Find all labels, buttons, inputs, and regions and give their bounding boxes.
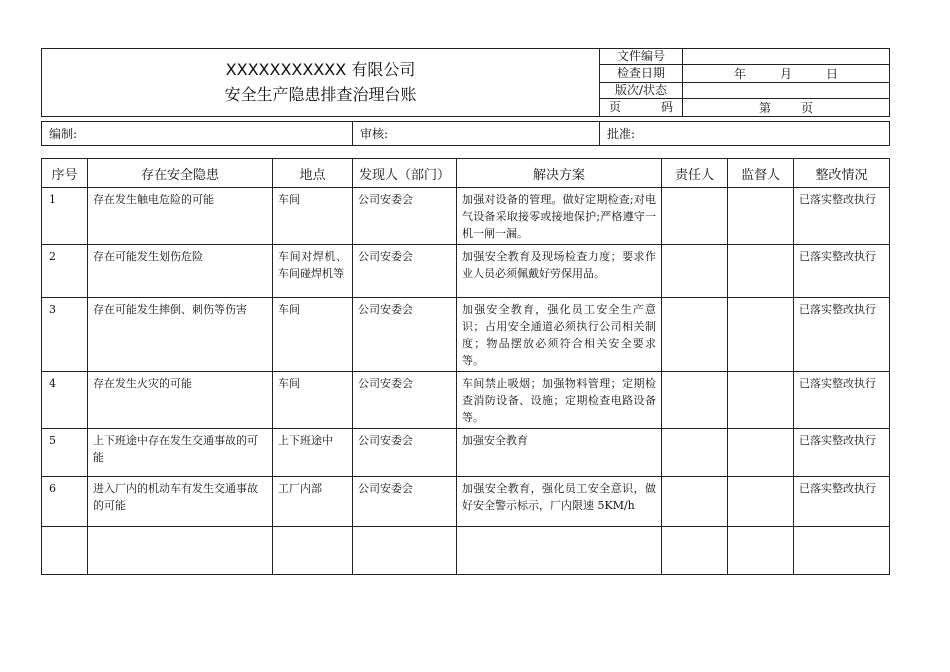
row-solution: 加强安全教育及现场检查力度；要求作业人员必须佩戴好劳保用品。 — [457, 245, 662, 298]
col-header-finder: 发现人（部门） — [353, 159, 457, 188]
col-header-no: 序号 — [42, 159, 88, 188]
page-value-prefix: 第 — [758, 101, 771, 115]
date-year-unit: 年 — [733, 67, 746, 81]
row-no: 1 — [42, 188, 88, 245]
row-place: 车间 — [273, 372, 353, 429]
title-cell — [42, 49, 600, 117]
row-owner[interactable] — [662, 298, 728, 372]
col-header-supervisor: 监督人 — [728, 159, 794, 188]
row-supervisor[interactable] — [728, 429, 794, 477]
row-hazard: 上下班途中存在发生交通事故的可能 — [88, 429, 273, 477]
row-solution: 加强对设备的管理。做好定期检查;对电气设备采取接零或接地保护;严格遵守一机一闸一漏。 — [457, 188, 662, 245]
row-solution: 加强安全教育，强化员工安全意识，做好安全警示标示，厂内限速 5KM/h — [457, 477, 662, 527]
row-hazard[interactable] — [88, 527, 273, 575]
row-finder: 公司安委会 — [353, 429, 457, 477]
row-supervisor[interactable] — [728, 188, 794, 245]
row-hazard: 存在可能发生摔倒、刺伤等伤害 — [88, 298, 273, 372]
row-finder: 公司安委会 — [353, 372, 457, 429]
row-status: 已落实整改执行 — [794, 477, 890, 527]
version-label: 版次/状态 — [600, 83, 683, 99]
row-owner[interactable] — [662, 477, 728, 527]
row-hazard: 存在发生触电危险的可能 — [88, 188, 273, 245]
row-finder[interactable] — [353, 527, 457, 575]
company-name: XXXXXXXXXXX 有限公司 — [225, 59, 416, 79]
row-supervisor[interactable] — [728, 477, 794, 527]
row-status: 已落实整改执行 — [794, 245, 890, 298]
table-row — [42, 298, 890, 372]
row-status: 已落实整改执行 — [794, 298, 890, 372]
table-row — [42, 477, 890, 527]
hazard-ledger-table — [41, 158, 890, 575]
row-no: 5 — [42, 429, 88, 477]
doc-no-value[interactable] — [683, 49, 890, 65]
page-value-suffix: 页 — [801, 101, 814, 115]
page-label-char-2: 码 — [661, 100, 674, 114]
reviewer-field[interactable]: 审核: — [353, 122, 600, 146]
row-solution: 加强安全教育，强化员工安全生产意识；占用安全通道必须执行公司相关制度；物品摆放必须符合相关安全要求等。 — [457, 298, 662, 372]
row-owner[interactable] — [662, 245, 728, 298]
row-supervisor[interactable] — [728, 527, 794, 575]
row-place: 工厂内部 — [273, 477, 353, 527]
row-place: 车间对焊机、车间碰焊机等 — [273, 245, 353, 298]
row-owner[interactable] — [662, 188, 728, 245]
date-day-unit: 日 — [826, 67, 839, 81]
col-header-owner: 责任人 — [662, 159, 728, 188]
page-value[interactable] — [683, 99, 890, 117]
document-title: 安全生产隐患排查治理台账 — [224, 84, 417, 104]
row-status[interactable] — [794, 527, 890, 575]
row-finder: 公司安委会 — [353, 298, 457, 372]
version-value[interactable] — [683, 83, 890, 99]
row-no: 2 — [42, 245, 88, 298]
row-supervisor[interactable] — [728, 245, 794, 298]
approver-field[interactable]: 批准: — [600, 122, 890, 146]
row-no: 3 — [42, 298, 88, 372]
row-hazard: 进入厂内的机动车有发生交通事故的可能 — [88, 477, 273, 527]
page-label — [600, 99, 683, 117]
row-no: 6 — [42, 477, 88, 527]
row-status: 已落实整改执行 — [794, 188, 890, 245]
editor-field[interactable]: 编制: — [42, 122, 353, 146]
row-solution: 加强安全教育 — [457, 429, 662, 477]
table-header-row — [42, 159, 890, 188]
col-header-place: 地点 — [273, 159, 353, 188]
date-month-unit: 月 — [779, 67, 792, 81]
row-hazard: 存在发生火灾的可能 — [88, 372, 273, 429]
row-owner[interactable] — [662, 429, 728, 477]
col-header-solution: 解决方案 — [457, 159, 662, 188]
table-row — [42, 372, 890, 429]
row-solution: 车间禁止吸烟；加强物料管理；定期检查消防设备、设施；定期检查电路设备等。 — [457, 372, 662, 429]
row-supervisor[interactable] — [728, 298, 794, 372]
row-place[interactable] — [273, 527, 353, 575]
row-hazard: 存在可能发生划伤危险 — [88, 245, 273, 298]
table-row — [42, 188, 890, 245]
row-status: 已落实整改执行 — [794, 429, 890, 477]
col-header-hazard: 存在安全隐患 — [88, 159, 273, 188]
row-finder: 公司安委会 — [353, 245, 457, 298]
doc-no-label: 文件编号 — [600, 49, 683, 65]
row-place: 车间 — [273, 188, 353, 245]
sign-row — [41, 121, 890, 146]
table-row — [42, 245, 890, 298]
col-header-status: 整改情况 — [794, 159, 890, 188]
row-place: 车间 — [273, 298, 353, 372]
page-label-char-1: 页 — [608, 100, 621, 114]
document-header — [41, 48, 890, 117]
check-date-value[interactable] — [683, 65, 890, 83]
row-no: 4 — [42, 372, 88, 429]
row-finder: 公司安委会 — [353, 188, 457, 245]
row-status: 已落实整改执行 — [794, 372, 890, 429]
row-finder: 公司安委会 — [353, 477, 457, 527]
row-owner[interactable] — [662, 527, 728, 575]
check-date-label: 检查日期 — [600, 65, 683, 83]
row-place: 上下班途中 — [273, 429, 353, 477]
table-row — [42, 527, 890, 575]
row-owner[interactable] — [662, 372, 728, 429]
row-no[interactable] — [42, 527, 88, 575]
row-solution[interactable] — [457, 527, 662, 575]
table-row — [42, 429, 890, 477]
row-supervisor[interactable] — [728, 372, 794, 429]
